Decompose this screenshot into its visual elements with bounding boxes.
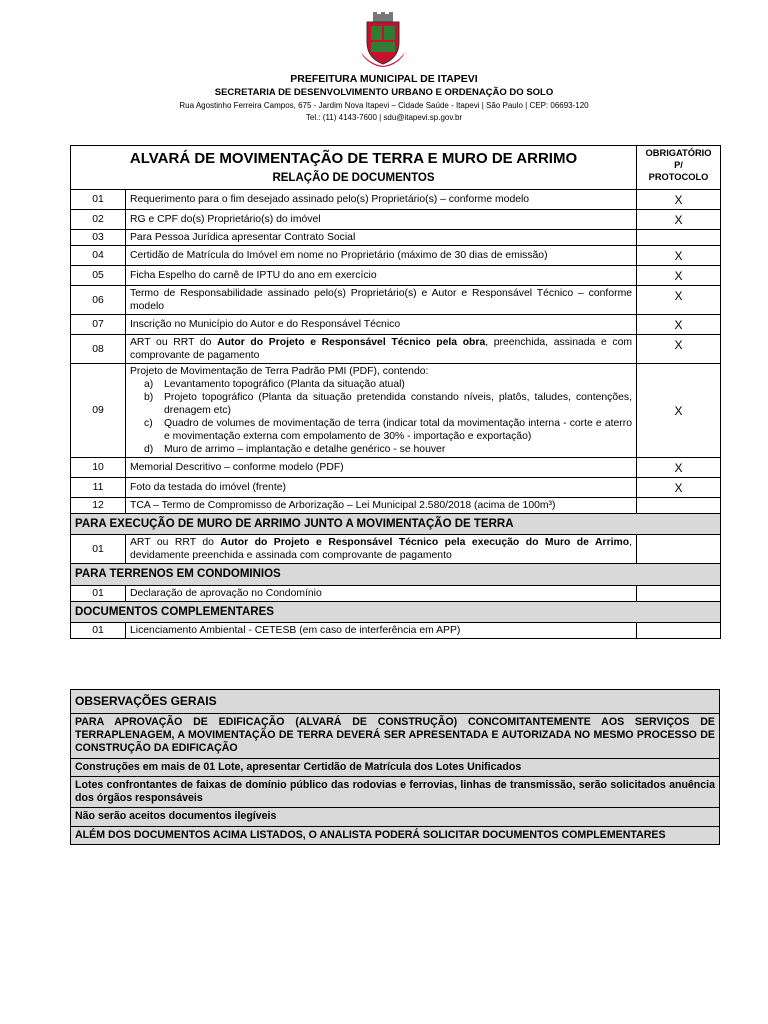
item-number: 01 [71,585,126,601]
required-mark [637,623,721,639]
required-mark: X [637,266,721,286]
table-row [71,335,721,364]
item-text [126,364,637,458]
table-row [71,286,721,315]
obrig-line-2: P/ [674,160,683,171]
required-mark: X [637,458,721,478]
observations-heading-row [71,690,720,714]
sub-item-letter: d) [144,444,154,455]
section-heading-condominio: PARA TERRENOS EM CONDOMINIOS [71,564,721,585]
required-mark: X [637,315,721,335]
sub-item-letter: b) [144,392,154,403]
item-text-post: , devidamente preenchida e assinada com comprovante de pagamento [130,537,632,562]
section-heading-row [71,564,721,585]
sub-item [144,378,632,391]
obrigatorio-header [637,146,721,190]
document-title: ALVARÁ DE MOVIMENTAÇÃO DE TERRA E MURO DE ARRIMO [129,149,578,167]
contact-line: Tel.: (11) 4143-7600 | sdu@itapevi.sp.gov.br [305,113,463,122]
item-number: 08 [71,335,126,364]
item-text-bold: Autor do Projeto e Responsável Técnico pela execução do Muro de Arrimo [220,537,630,549]
table-row [71,478,721,498]
table-row [71,266,721,286]
item-text-pre: ART ou RRT do [130,337,218,348]
table-row [71,246,721,266]
observations-heading: OBSERVAÇÕES GERAIS [71,690,720,714]
observation-row [71,808,720,826]
obrig-line-3: PROTOCOLO [648,172,709,183]
table-row [71,315,721,335]
observation-row [71,776,720,807]
item-number: 06 [71,286,126,315]
item-text: Memorial Descritivo – conforme modelo (PDF) [126,458,637,478]
sub-item [144,391,632,417]
item-number: 01 [71,535,126,564]
item-text: Certidão de Matrícula do Imóvel em nome no Proprietário (máximo de 30 dias de emissão) [126,246,637,266]
item-text [126,535,637,564]
item-number: 12 [71,498,126,514]
item-number: 02 [71,210,126,230]
section-heading-complementares: DOCUMENTOS COMPLEMENTARES [71,601,721,622]
required-mark [637,498,721,514]
observation-item: ALÉM DOS DOCUMENTOS ACIMA LISTADOS, O ANALISTA PODERÁ SOLICITAR DOCUMENTOS COMPLEMENTARES [71,826,720,844]
item-text: Declaração de aprovação no Condomínio [126,585,637,601]
item-number: 04 [71,246,126,266]
address-line: Rua Agostinho Ferreira Campos, 675 - Jardim Nova Itapevi – Cidade Saúde - Itapevi | São Paulo | CEP: 06693-120 [179,101,589,110]
item-number: 05 [71,266,126,286]
item-text: Foto da testada do imóvel (frente) [126,478,637,498]
table-row [71,458,721,478]
item-text: RG e CPF do(s) Proprietário(s) do imóvel [126,210,637,230]
required-mark: X [637,190,721,210]
observation-row [71,714,720,759]
sub-item-text: Projeto topográfico (Planta da situação pretendida constando níveis, platôs, taludes, contenções, drenagem etc) [164,392,632,416]
observations-table [70,689,720,845]
table-title-cell [71,146,637,190]
item-text: Licenciamento Ambiental - CETESB (em caso de interferência em APP) [126,623,637,639]
required-mark: X [637,478,721,498]
sub-item [144,443,632,456]
obrig-line-1: OBRIGATÓRIO [645,148,712,158]
observation-item: Não serão aceitos documentos ilegíveis [71,808,720,826]
item-number: 03 [71,230,126,246]
item-text: Requerimento para o fim desejado assinado pelo(s) Proprietário(s) – conforme modelo [126,190,637,210]
item-number: 09 [71,364,126,458]
table-row [71,535,721,564]
table-row [71,230,721,246]
required-mark: X [637,364,721,458]
observation-item: PARA APROVAÇÃO DE EDIFICAÇÃO (ALVARÁ DE CONSTRUÇÃO) CONCOMITANTEMENTE AOS SERVIÇOS DE TERRAPLENAGEM, A MOVIMENTAÇÃO DE TERRA DEVERÁ SER APRESENTADA E AUTORIZADA NO MESMO PROCESSO DE CONSTRUÇÃO DA EDIFICAÇÃO [71,714,720,759]
item-number: 01 [71,623,126,639]
section-heading-muro: PARA EXECUÇÃO DE MURO DE ARRIMO JUNTO A MOVIMENTAÇÃO DE TERRA [71,514,721,535]
item-text: Ficha Espelho do carnê de IPTU do ano em exercício [126,266,637,286]
table-row [71,623,721,639]
table-row [71,364,721,458]
sub-item-letter: a) [144,379,154,390]
observation-item: Construções em mais de 01 Lote, apresentar Certidão de Matrícula dos Lotes Unificados [71,758,720,776]
sub-item [144,417,632,443]
secretariat-name: SECRETARIA DE DESENVOLVIMENTO URBANO E ORDENAÇÃO DO SOLO [214,87,554,98]
document-subtitle: RELAÇÃO DE DOCUMENTOS [272,171,435,184]
sub-item-text: Muro de arrimo – implantação e detalhe genérico - se houver [164,444,446,455]
required-mark [637,585,721,601]
table-title-row [71,146,721,190]
sub-item-list [130,378,632,456]
item-text: TCA – Termo de Compromisso de Arborização – Lei Municipal 2.580/2018 (acima de 100m³) [126,498,637,514]
required-mark: X [637,246,721,266]
documents-table [70,145,721,639]
item-text-pre: ART ou RRT do [130,537,221,549]
item-text [126,335,637,364]
item-number: 10 [71,458,126,478]
required-mark [637,230,721,246]
table-row [71,190,721,210]
required-mark: X [637,335,721,364]
item-text: Termo de Responsabilidade assinado pelo(s) Proprietário(s) e Autor e Responsável Técnico – conforme modelo [126,286,637,315]
observation-row [71,826,720,844]
required-mark: X [637,210,721,230]
item-text-bold: Autor do Projeto e Responsável Técnico pela obra [217,337,486,348]
table-row [71,585,721,601]
item-text-post: , preenchida, assinada e com comprovante de pagamento [130,337,632,361]
item-text: Inscrição no Município do Autor e do Responsável Técnico [126,315,637,335]
item-number: 07 [71,315,126,335]
section-heading-row [71,514,721,535]
sub-item-text: Levantamento topográfico (Planta da situação atual) [164,379,405,390]
section-heading-row [71,601,721,622]
sub-item-text: Quadro de volumes de movimentação de terra (indicar total da movimentação interna - corte e aterro e movimentação externa com empolamento de 30% - importação e exportação) [164,418,632,442]
city-hall-name: PREFEITURA MUNICIPAL DE ITAPEVI [290,73,478,85]
municipal-coat-of-arms-icon [359,12,407,68]
table-row [71,498,721,514]
required-mark: X [637,286,721,315]
required-mark [637,535,721,564]
observation-item: Lotes confrontantes de faixas de domínio público das rodovias e ferrovias, linhas de transmissão, serão solicitados anuência dos órgãos responsáveis [71,776,720,807]
table-row [71,210,721,230]
item-intro: Projeto de Movimentação de Terra Padrão PMI (PDF), contendo: [130,366,429,377]
item-text: Para Pessoa Jurídica apresentar Contrato Social [126,230,637,246]
item-number: 01 [71,190,126,210]
observation-row [71,758,720,776]
sub-item-letter: c) [144,418,153,429]
item-number: 11 [71,478,126,498]
